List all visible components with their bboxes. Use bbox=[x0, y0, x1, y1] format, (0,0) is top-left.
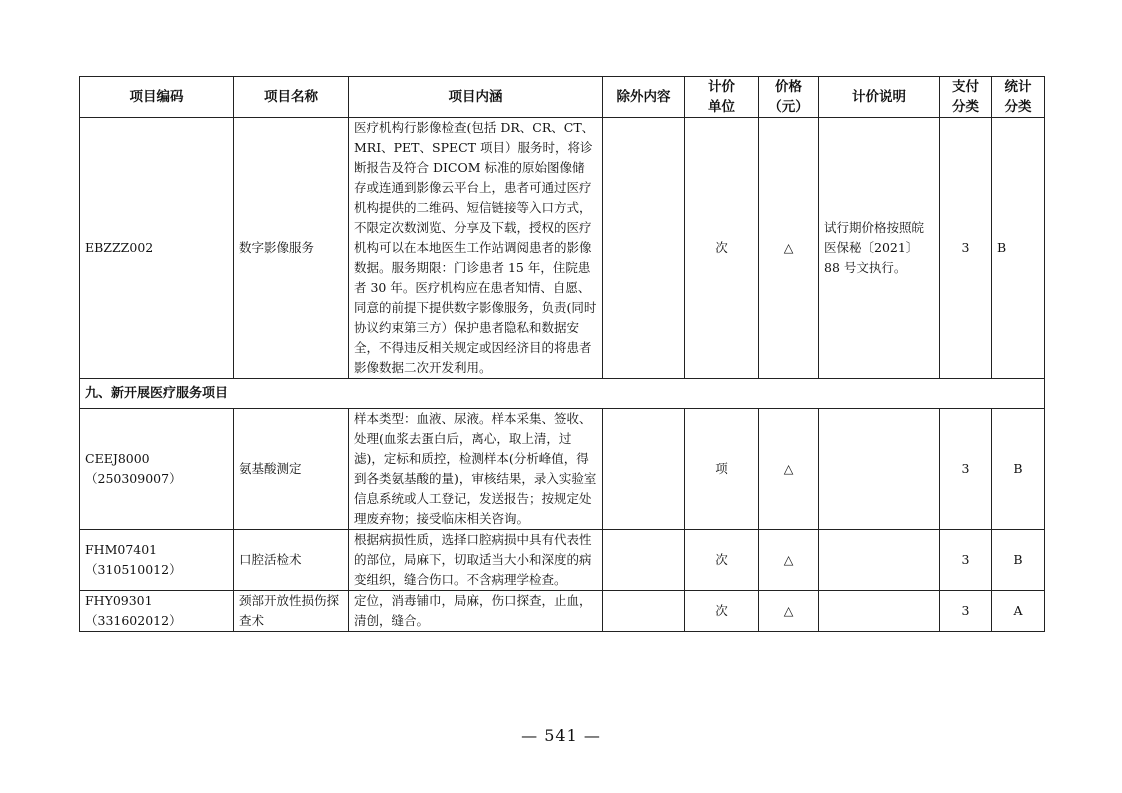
item-name: 颈部开放性损伤探查术 bbox=[234, 591, 349, 632]
item-price: △ bbox=[759, 409, 819, 530]
header-stat bbox=[992, 77, 1045, 118]
page-number: — 541 — bbox=[521, 726, 601, 745]
item-code: EBZZZ002 bbox=[80, 118, 234, 379]
item-price: △ bbox=[759, 591, 819, 632]
item-content: 根据病损性质，选择口腔病损中具有代表性的部位，局麻下，切取适当大小和深度的病变组织，缝合伤口。不含病理学检查。 bbox=[349, 530, 603, 591]
item-remark: 试行期价格按照皖医保秘〔2021〕88 号文执行。 bbox=[819, 118, 940, 379]
item-code: FHM07401（310510012） bbox=[80, 530, 234, 591]
item-exclusion bbox=[603, 530, 685, 591]
item-payment-class: 3 bbox=[940, 409, 992, 530]
item-name: 数字影像服务 bbox=[234, 118, 349, 379]
item-code: FHY09301（331602012） bbox=[80, 591, 234, 632]
header-payment-line1: 支付 bbox=[952, 79, 979, 95]
header-row bbox=[80, 77, 1045, 118]
item-unit: 次 bbox=[685, 591, 759, 632]
item-exclusion bbox=[603, 591, 685, 632]
item-stat-class: B bbox=[992, 118, 1045, 379]
header-content: 项目内涵 bbox=[349, 77, 603, 118]
header-payment bbox=[940, 77, 992, 118]
item-payment-class: 3 bbox=[940, 530, 992, 591]
item-unit: 次 bbox=[685, 118, 759, 379]
item-name: 口腔活检术 bbox=[234, 530, 349, 591]
table-row bbox=[80, 409, 1045, 530]
header-unit bbox=[685, 77, 759, 118]
section-row bbox=[80, 379, 1045, 409]
item-content: 样本类型：血液、尿液。样本采集、签收、处理(血浆去蛋白后，离心，取上清，过滤)，定标和质控，检测样本(分析峰值，得到各类氨基酸的量)，审核结果，录入实验室信息系统或人工登记，发送报告；按规定处理废弃物；接受临床相关咨询。 bbox=[349, 409, 603, 530]
header-remark: 计价说明 bbox=[819, 77, 940, 118]
table-row bbox=[80, 118, 1045, 379]
header-stat-line1: 统计 bbox=[1004, 79, 1032, 95]
header-price bbox=[759, 77, 819, 118]
header-name: 项目名称 bbox=[234, 77, 349, 118]
item-content: 医疗机构行影像检查(包括 DR、CR、CT、MRI、PET、SPECT 项目）服务时，将诊断报告及符合 DICOM 标准的原始图像储存或连通到影像云平台上，患者可通过医疗机构提供的二维码、短信链接等入口方式，不限定次数浏览、分享及下载，授权的医疗机构可以在本地医生工作站调阅患者的影像数据。服务期限：门诊患者 15 年，住院患者 30 年。医疗机构应在患者知情、自愿、同意的前提下提供数字影像服务，负责(同时协议约束第三方）保护患者隐私和数据安全，不得违反相关规定或因经济目的将患者影像数据二次开发利用。 bbox=[349, 118, 603, 379]
table-row bbox=[80, 591, 1045, 632]
item-name: 氨基酸测定 bbox=[234, 409, 349, 530]
item-unit: 项 bbox=[685, 409, 759, 530]
section-title: 九、新开展医疗服务项目 bbox=[80, 379, 1045, 409]
header-price-line2: （元） bbox=[768, 99, 809, 115]
item-stat-class: A bbox=[992, 591, 1045, 632]
item-payment-class: 3 bbox=[940, 118, 992, 379]
item-unit: 次 bbox=[685, 530, 759, 591]
header-exclusion: 除外内容 bbox=[603, 77, 685, 118]
item-exclusion bbox=[603, 409, 685, 530]
item-price: △ bbox=[759, 118, 819, 379]
item-remark bbox=[819, 409, 940, 530]
header-stat-line2: 分类 bbox=[1004, 99, 1032, 115]
table-row bbox=[80, 530, 1045, 591]
header-unit-line2: 单位 bbox=[708, 99, 735, 115]
item-code: CEEJ8000（250309007） bbox=[80, 409, 234, 530]
header-code: 项目编码 bbox=[80, 77, 234, 118]
header-payment-line2: 分类 bbox=[952, 99, 979, 115]
item-stat-class: B bbox=[992, 530, 1045, 591]
header-unit-line1: 计价 bbox=[708, 79, 735, 95]
item-content: 定位，消毒铺巾，局麻，伤口探查，止血，清创，缝合。 bbox=[349, 591, 603, 632]
price-table bbox=[79, 76, 1045, 632]
header-price-line1: 价格 bbox=[775, 79, 802, 95]
item-remark bbox=[819, 591, 940, 632]
item-payment-class: 3 bbox=[940, 591, 992, 632]
item-exclusion bbox=[603, 118, 685, 379]
item-price: △ bbox=[759, 530, 819, 591]
item-stat-class: B bbox=[992, 409, 1045, 530]
item-remark bbox=[819, 530, 940, 591]
